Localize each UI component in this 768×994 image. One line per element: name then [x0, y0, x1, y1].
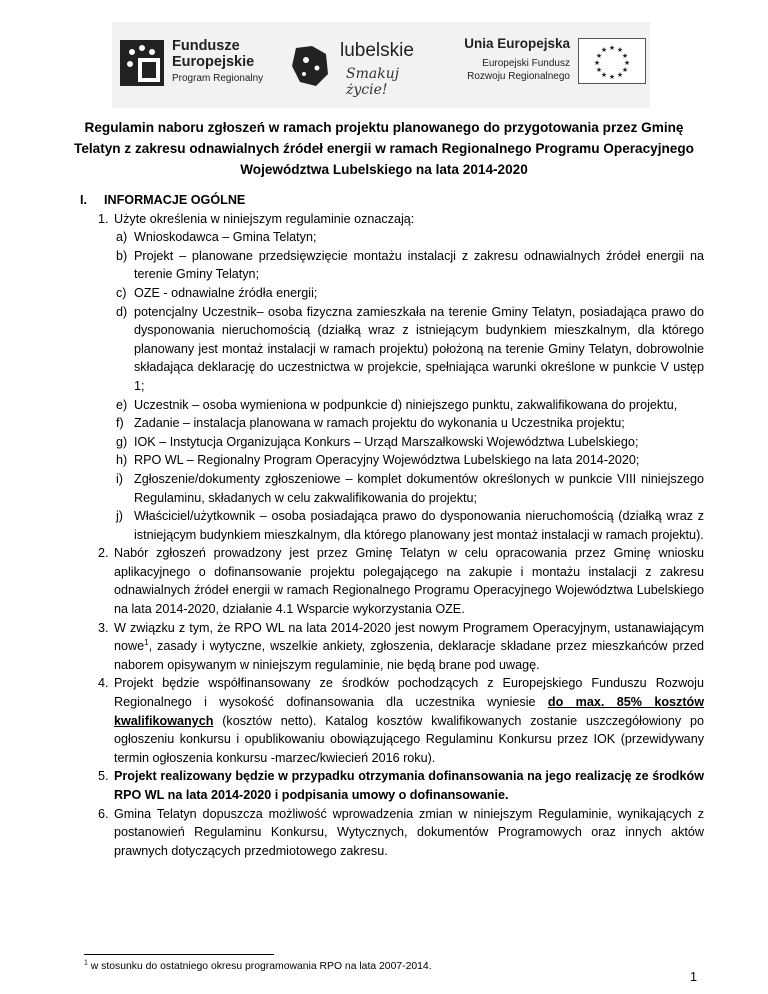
subpoint-e	[84, 396, 704, 415]
svg-text:★: ★	[595, 52, 603, 60]
subpoint-i	[84, 470, 704, 507]
footnote	[84, 961, 432, 972]
point-number: 2.	[98, 546, 109, 561]
funding-cap-emphasis: do max. 85% kosztów kwalifikowanych	[114, 695, 704, 728]
point-text-b: , zasady i wytyczne, wszelkie ankiety, zgłoszenia, deklaracje składane przez mieszkańców przed naborem opisywanym w niniejszym regulaminie, nie będą brane pod uwagę.	[114, 639, 704, 672]
svg-text:★: ★	[621, 66, 629, 74]
fundusze-europejskie-text	[172, 38, 263, 87]
subpoint-text: Zgłoszenie/dokumenty zgłoszeniowe – komplet dokumentów określonych w punkcie VIII niniejszego Regulaminu, składanych w celu zakwalifikowania do projektu;	[134, 471, 704, 505]
point-number: 3.	[98, 620, 109, 635]
eu-flag-icon	[578, 38, 646, 84]
eu-line1: Unia Europejska	[464, 36, 570, 51]
section-heading	[80, 191, 704, 210]
unia-europejska-logo	[456, 34, 646, 96]
point-number: 5.	[98, 769, 109, 784]
point-number: 6.	[98, 806, 109, 821]
section-number: I.	[80, 193, 87, 207]
lubelskie-mark-icon	[290, 44, 332, 88]
point-text-b: (kosztów netto). Katalog kosztów kwalifikowanych zostanie uszczegółowiony po ogłoszeniu konkursu i opublikowaniu obowiązującego Regulaminu Konkursu przez IOK (przewidywany termin ogłoszenia konkursu -marzec/kwiecień 2016 roku).	[114, 713, 704, 765]
fe-line1: Fundusze	[172, 38, 240, 54]
subpoint-text: Zadanie – instalacja planowana w ramach projektu do wykonania u Uczestnika projektu;	[134, 416, 625, 431]
subpoint-g	[84, 433, 704, 452]
point-4	[84, 674, 704, 767]
svg-text:★: ★	[600, 46, 608, 54]
fe-line3: Program Regionalny	[172, 73, 264, 84]
point-2	[84, 544, 704, 618]
point-5	[84, 767, 704, 804]
eu-line2: Europejski Fundusz	[482, 58, 570, 69]
svg-text:★: ★	[621, 52, 629, 60]
svg-text:★: ★	[623, 59, 631, 67]
lubelskie-logo	[290, 36, 440, 98]
subpoint-number: j)	[116, 509, 123, 524]
point-text-a: Projekt będzie współfinansowany ze środków pochodzących z Europejskiego Funduszu Rozwoju Regionalnego i wysokość dofinansowania dla uczestnika wyniesie	[114, 676, 704, 710]
subpoint-h	[84, 451, 704, 470]
point-text: Projekt realizowany będzie w przypadku otrzymania dofinansowania na jego realizację ze środków RPO WL na lata 2014-2020 i podpisania umowy o dofinansowanie.	[114, 769, 704, 802]
subpoint-text: IOK – Instytucja Organizująca Konkurs – Urząd Marszałkowski Województwa Lubelskiego;	[134, 434, 639, 449]
fundusze-europejskie-mark-icon	[120, 40, 164, 86]
subpoint-f	[84, 414, 704, 433]
subpoint-a	[84, 228, 704, 247]
svg-text:★: ★	[608, 73, 616, 81]
page-number: 1	[690, 970, 698, 984]
point-number: 1.	[98, 211, 109, 226]
subpoint-text: Uczestnik – osoba wymieniona w podpunkcie d) niniejszego punktu, zakwalifikowana do projektu,	[134, 397, 678, 412]
svg-text:★: ★	[595, 66, 603, 74]
svg-text:★: ★	[593, 59, 601, 67]
svg-text:★: ★	[608, 44, 616, 52]
subpoint-j	[84, 507, 704, 544]
document-body	[80, 191, 704, 860]
footnote-separator	[84, 954, 274, 955]
footnote-number: 1	[84, 959, 88, 967]
lub-line2: Smakuj życie!	[346, 66, 400, 98]
subpoint-text: Wnioskodawca – Gmina Telatyn;	[134, 230, 317, 245]
subpoint-text: Projekt – planowane przedsięwzięcie montażu instalacji z zakresu odnawialnych źródeł energii na terenie Gminy Telatyn;	[134, 248, 704, 282]
point-text: Użyte określenia w niniejszym regulaminie oznaczają:	[114, 211, 415, 226]
point-3	[84, 619, 704, 675]
point-1	[84, 210, 704, 229]
svg-text:★: ★	[616, 71, 624, 79]
subpoint-number: e)	[116, 397, 128, 412]
point-number: 4.	[98, 676, 109, 691]
subpoint-number: f)	[116, 416, 124, 431]
subpoint-number: a)	[116, 230, 128, 245]
document-title: Regulamin naboru zgłoszeń w ramach projektu planowanego do przygotowania przez Gminę Telatyn z zakresu odnawialnych źródeł energii w ramach Regionalnego Programu Operacyjnego Województwa Lubelskiego na lata 2014-2020	[74, 120, 694, 177]
point-text-a: W związku z tym, że RPO WL na lata 2014-2020 jest nowym Programem Operacyjnym, ustanawiającym nowe	[114, 620, 704, 654]
point-text: Nabór zgłoszeń prowadzony jest przez Gminę Telatyn w celu opracowania przez Gminę wniosku aplikacyjnego o dofinansowanie projektu polegającego na zakupie i montażu instalacji z zakresu odnawialnych źródeł energii w ramach Regionalnego Programu Operacyjnego Województwa Lubelskiego na lata 2014-2020, działanie 4.1 Wsparcie wykorzystania OZE.	[114, 546, 704, 617]
point-text: Gmina Telatyn dopuszcza możliwość wprowadzenia zmian w niniejszym Regulaminie, wynikających z postanowień Regulaminu Konkursu, Wytycznych, dokumentów Programowych oraz innych aktów prawnych dotyczących przedmiotowego zakresu.	[114, 806, 704, 858]
subpoint-text: Właściciel/użytkownik – osoba posiadająca prawo do dysponowania nieruchomością (działką wraz z istniejącym budynkiem mieszkalnym, dla którego planowany jest montaż instalacji w ramach projektu).	[134, 509, 704, 542]
logo-banner	[112, 22, 650, 108]
lub-line1: lubelskie	[340, 40, 414, 61]
footnote-ref[interactable]: 1	[144, 638, 149, 648]
svg-text:★: ★	[600, 71, 608, 79]
subpoint-number: i)	[116, 471, 123, 486]
subpoint-number: d)	[116, 304, 128, 319]
subpoint-text: RPO WL – Regionalny Program Operacyjny Województwa Lubelskiego na lata 2014-2020;	[134, 453, 640, 468]
subpoint-d	[84, 303, 704, 396]
subpoint-c	[84, 284, 704, 303]
point-6	[84, 805, 704, 861]
svg-text:★: ★	[616, 46, 624, 54]
section-title: INFORMACJE OGÓLNE	[104, 193, 246, 207]
subpoint-number: b)	[116, 248, 128, 263]
subpoint-number: h)	[116, 453, 128, 468]
eu-subtitle	[467, 57, 570, 83]
subpoint-text: potencjalny Uczestnik– osoba fizyczna zamieszkała na terenie Gminy Telatyn, posiadająca prawo do dysponowania nieruchomością (działką wraz z istniejącym budynkiem mieszkalnym, dla którego planowany jest montaż instalacji w ramach projektu) położoną na terenie Gminy Telatyn, dobrowolnie składająca deklarację do uczestnictwa w projekcie, spełniająca warunki określone w punkcie V ustęp 1;	[134, 304, 704, 393]
subpoint-number: c)	[116, 285, 127, 300]
subpoint-number: g)	[116, 434, 128, 449]
eu-line3: Rozwoju Regionalnego	[467, 71, 570, 82]
fe-line2: Europejskie	[172, 54, 255, 70]
subpoint-b	[84, 247, 704, 284]
fundusze-europejskie-logo	[120, 34, 270, 96]
subpoint-text: OZE - odnawialne źródła energii;	[134, 285, 318, 300]
footnote-text: w stosunku do ostatniego okresu programowania RPO na lata 2007-2014.	[87, 961, 432, 972]
